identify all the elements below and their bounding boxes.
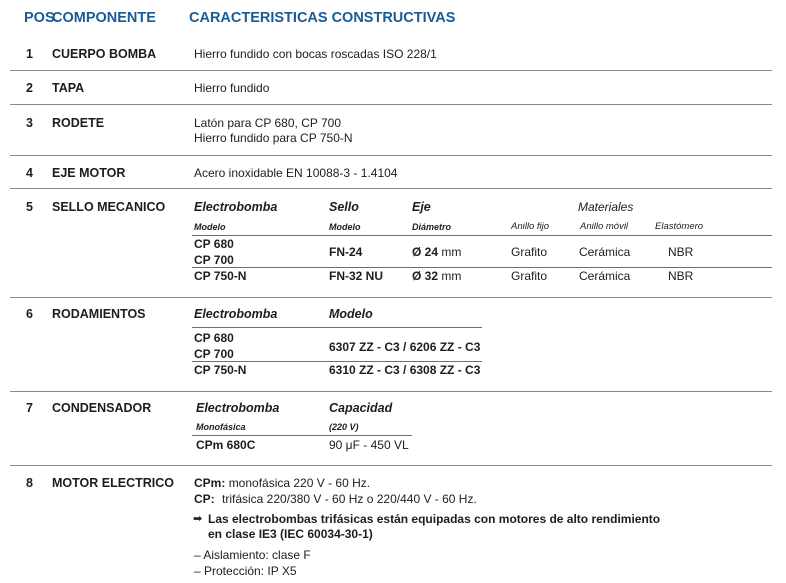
header-caracteristicas: CARACTERISTICAS CONSTRUCTIVAS [189,10,456,26]
seal-model-cp750n: CP 750-N [194,269,247,283]
motor-cp-line [194,492,477,506]
capacitor-value: 90 μF - 450 VL [329,438,409,452]
seal-sub-modelo-sello: Modelo [329,222,361,232]
row8-pos: 8 [26,476,33,490]
header-pos: POS. [24,10,59,26]
motor-cpm-line [194,476,370,490]
row3-description-line1: Latón para CP 680, CP 700 [194,116,341,130]
capacitor-header-electrobomba: Electrobomba [196,401,280,415]
seal-sub-modelo: Modelo [194,222,226,232]
row3-description-line2: Hierro fundido para CP 750-N [194,131,353,145]
seal-sub-anillo-fijo: Anillo fijo [511,221,550,232]
seal-model-cp680: CP 680 [194,237,234,251]
seal-model-cp700: CP 700 [194,253,234,267]
capacitor-sub-voltage: (220 V) [329,422,359,432]
header-componente: COMPONENTE [52,10,156,26]
seal-movil-2: Cerámica [579,269,631,283]
motor-cp-label: CP: [194,492,215,506]
row2-pos: 2 [26,81,33,95]
seal-diameter-value: Ø 24 [412,245,439,259]
capacitor-header-capacidad: Capacidad [329,401,393,415]
capacitor-model: CPm 680C [196,438,256,452]
motor-cpm-text: monofásica 220 V - 60 Hz. [228,476,371,490]
seal-diameter-unit: mm [441,269,462,283]
row1-component: CUERPO BOMBA [52,47,157,61]
bearing-value-1: 6307 ZZ - C3 / 6206 ZZ - C3 [329,340,481,354]
row5-component: SELLO MECANICO [52,200,166,214]
row-separator [10,104,772,105]
row6-component: RODAMIENTOS [52,307,146,321]
seal-sub-elastomero: Elastómero [655,221,704,232]
seal-header-materiales: Materiales [578,200,634,214]
row-separator [10,465,772,466]
seal-header-eje: Eje [412,200,431,214]
capacitor-table-divider [192,435,412,436]
capacitor-sub-monofasica: Monofásica [196,422,246,432]
seal-diameter-unit: mm [441,245,462,259]
bearing-value-2: 6310 ZZ - C3 / 6308 ZZ - C3 [329,363,481,377]
row7-component: CONDENSADOR [52,401,152,415]
row5-pos: 5 [26,200,33,214]
seal-table-divider [192,235,772,236]
seal-diameter-32 [412,269,461,283]
seal-header-electrobomba: Electrobomba [194,200,278,214]
bearing-table-divider [192,327,482,328]
seal-header-sello: Sello [329,200,359,214]
bearing-table-divider [192,361,482,362]
seal-fijo-1: Grafito [511,245,548,259]
bearing-header-modelo: Modelo [329,307,373,321]
row2-description: Hierro fundido [194,81,270,95]
row6-pos: 6 [26,307,33,321]
seal-elast-2: NBR [668,269,694,283]
row8-component: MOTOR ELECTRICO [52,476,174,490]
row2-component: TAPA [52,81,85,95]
row4-pos: 4 [26,166,33,180]
row-separator [10,70,772,71]
row4-component: EJE MOTOR [52,166,126,180]
row4-description: Acero inoxidable EN 10088-3 - 1.4104 [194,166,398,180]
row-separator [10,188,772,189]
bearing-model-cp680: CP 680 [194,331,234,345]
seal-fijo-2: Grafito [511,269,548,283]
motor-note-line2: en clase IE3 (IEC 60034-30-1) [208,527,373,541]
arrow-right-icon: ➡ [193,513,203,525]
seal-sello-fn24: FN-24 [329,245,363,259]
seal-elast-1: NBR [668,245,694,259]
bearing-header-electrobomba: Electrobomba [194,307,278,321]
row1-pos: 1 [26,47,33,61]
motor-cp-text: trifásica 220/380 V - 60 Hz o 220/440 V - 60 Hz. [222,492,477,506]
motor-insulation: – Aislamiento: clase F [194,548,311,562]
seal-sello-fn32nu: FN-32 NU [329,269,384,283]
bearing-model-cp700: CP 700 [194,347,234,361]
motor-protection: – Protección: IP X5 [194,564,297,578]
seal-table-divider [192,267,772,268]
bearing-model-cp750n: CP 750-N [194,363,247,377]
row7-pos: 7 [26,401,33,415]
row-separator [10,297,772,298]
row3-pos: 3 [26,116,33,130]
seal-movil-1: Cerámica [579,245,631,259]
seal-diameter-24 [412,245,461,259]
seal-sub-diametro: Diámetro [412,222,452,232]
row1-description: Hierro fundido con bocas roscadas ISO 228/1 [194,47,437,61]
seal-sub-anillo-movil: Anillo móvil [580,221,629,232]
motor-note-line1: Las electrobombas trifásicas están equipadas con motores de alto rendimiento [208,512,661,526]
seal-diameter-value: Ø 32 [412,269,439,283]
motor-cpm-label: CPm: [194,476,226,490]
row-separator [10,155,772,156]
row-separator [10,391,772,392]
row3-component: RODETE [52,116,105,130]
